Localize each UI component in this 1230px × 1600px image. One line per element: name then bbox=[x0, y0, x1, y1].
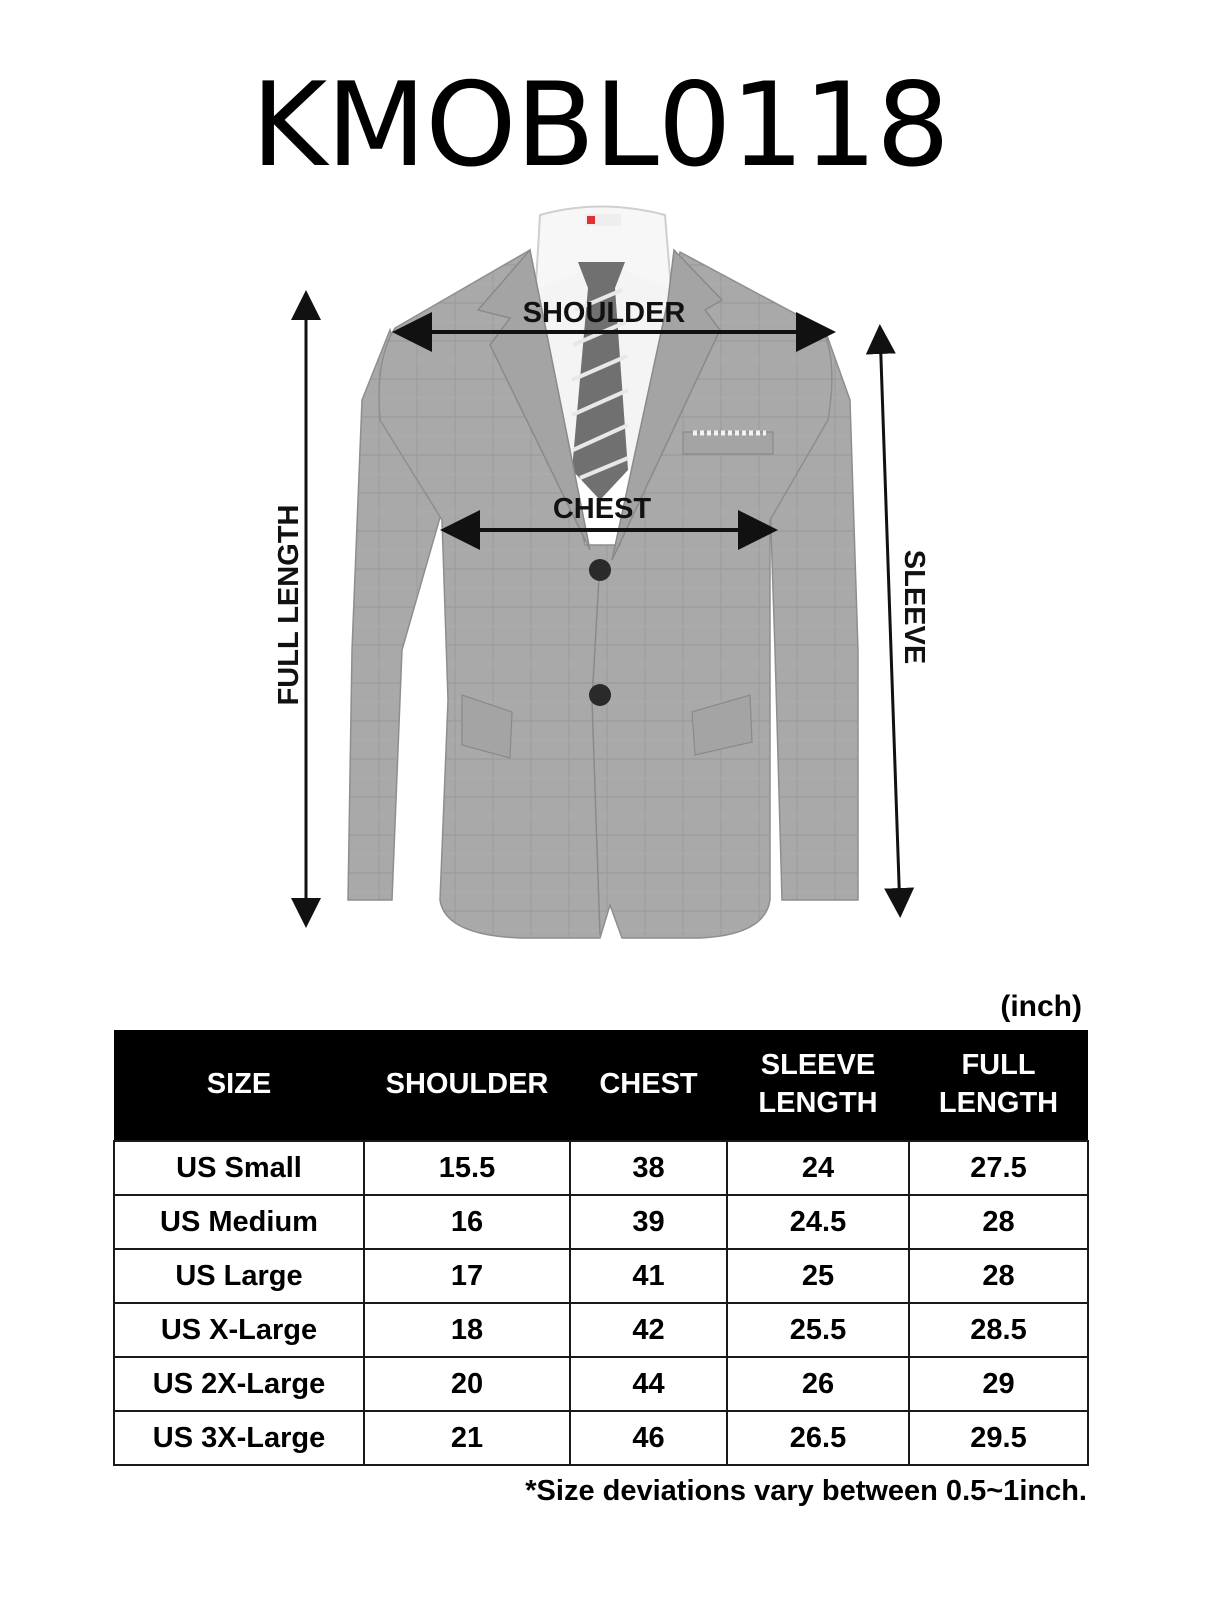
cell-full-length: 27.5 bbox=[909, 1141, 1088, 1195]
cell-shoulder: 20 bbox=[364, 1357, 570, 1411]
cell-full-length: 28.5 bbox=[909, 1303, 1088, 1357]
cell-chest: 42 bbox=[570, 1303, 727, 1357]
cell-size: US 3X-Large bbox=[114, 1411, 364, 1465]
product-code-title: KMOBL0118 bbox=[251, 58, 949, 193]
table-row bbox=[114, 1357, 1088, 1411]
cell-full-length: 28 bbox=[909, 1249, 1088, 1303]
full-length-label: FULL LENGTH bbox=[273, 504, 305, 706]
cell-size: US Medium bbox=[114, 1195, 364, 1249]
cell-shoulder: 18 bbox=[364, 1303, 570, 1357]
jacket-button-bottom bbox=[589, 684, 611, 706]
table-row bbox=[114, 1141, 1088, 1195]
cell-shoulder: 17 bbox=[364, 1249, 570, 1303]
header-shoulder: SHOULDER bbox=[364, 1030, 570, 1141]
jacket-button-top bbox=[589, 559, 611, 581]
table-row bbox=[114, 1249, 1088, 1303]
header-sleeve-length bbox=[727, 1030, 909, 1141]
table-row bbox=[114, 1303, 1088, 1357]
cell-size: US Small bbox=[114, 1141, 364, 1195]
cell-sleeve-length: 26.5 bbox=[727, 1411, 909, 1465]
cell-size: US X-Large bbox=[114, 1303, 364, 1357]
header-full-length-text: FULL LENGTH bbox=[938, 1049, 1059, 1119]
shirt-label-tag bbox=[587, 216, 595, 224]
cell-sleeve-length: 24 bbox=[727, 1141, 909, 1195]
cell-size: US Large bbox=[114, 1249, 364, 1303]
cell-chest: 46 bbox=[570, 1411, 727, 1465]
header-full-length bbox=[909, 1030, 1088, 1141]
cell-chest: 44 bbox=[570, 1357, 727, 1411]
cell-shoulder: 16 bbox=[364, 1195, 570, 1249]
cell-sleeve-length: 24.5 bbox=[727, 1195, 909, 1249]
table-row bbox=[114, 1195, 1088, 1249]
cell-size: US 2X-Large bbox=[114, 1357, 364, 1411]
footnote: *Size deviations vary between 0.5~1inch. bbox=[525, 1475, 1087, 1507]
shoulder-label: SHOULDER bbox=[522, 297, 686, 329]
cell-sleeve-length: 26 bbox=[727, 1357, 909, 1411]
cell-shoulder: 21 bbox=[364, 1411, 570, 1465]
header-sleeve-length-text: SLEEVE LENGTH bbox=[758, 1049, 878, 1119]
cell-chest: 41 bbox=[570, 1249, 727, 1303]
sleeve-arrow bbox=[880, 330, 900, 912]
header-chest: CHEST bbox=[570, 1030, 727, 1141]
cell-chest: 39 bbox=[570, 1195, 727, 1249]
header-size: SIZE bbox=[114, 1030, 364, 1141]
cell-sleeve-length: 25.5 bbox=[727, 1303, 909, 1357]
cell-sleeve-length: 25 bbox=[727, 1249, 909, 1303]
cell-shoulder: 15.5 bbox=[364, 1141, 570, 1195]
cell-full-length: 29.5 bbox=[909, 1411, 1088, 1465]
table-row bbox=[114, 1411, 1088, 1465]
chest-label: CHEST bbox=[552, 493, 652, 525]
table-header-row bbox=[114, 1030, 1088, 1141]
size-chart-table bbox=[113, 1030, 1089, 1466]
sleeve-label: SLEEVE bbox=[898, 549, 930, 665]
cell-chest: 38 bbox=[570, 1141, 727, 1195]
unit-label: (inch) bbox=[1000, 990, 1082, 1023]
cell-full-length: 28 bbox=[909, 1195, 1088, 1249]
cell-full-length: 29 bbox=[909, 1357, 1088, 1411]
